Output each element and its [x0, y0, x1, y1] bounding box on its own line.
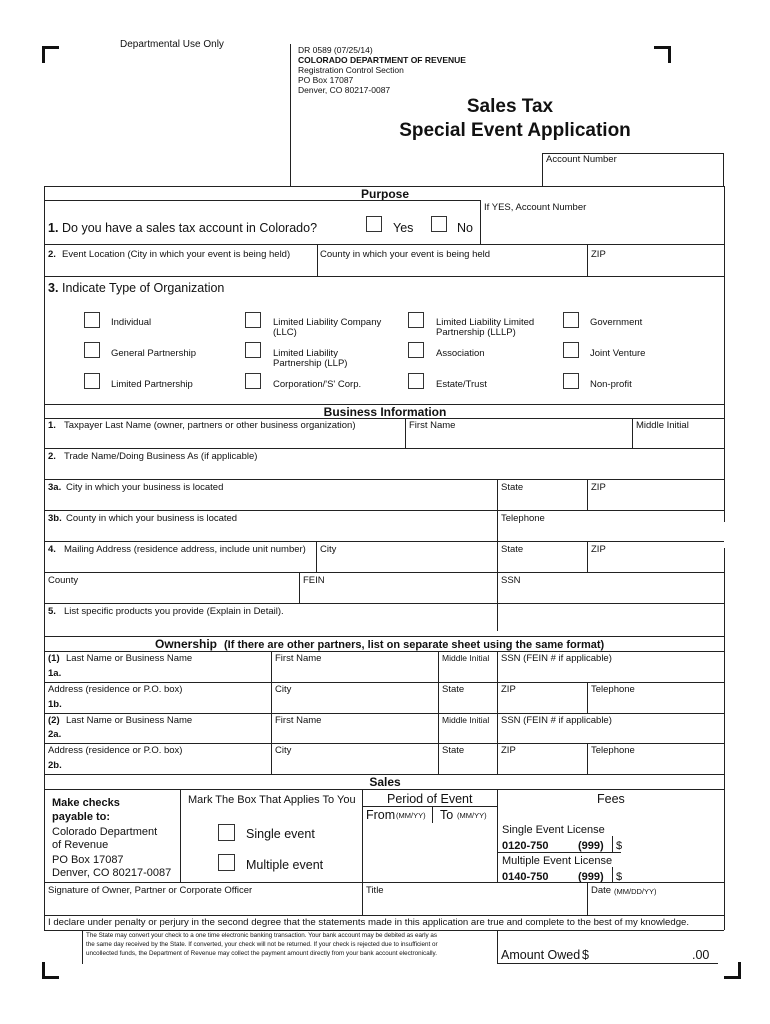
- llp-label-1: Limited Liability: [273, 348, 338, 359]
- event-county-label: County in which your event is being held: [320, 249, 491, 260]
- p1-middle-initial-label: Middle Initial: [442, 653, 490, 663]
- b-county-divider: [299, 572, 300, 603]
- to-format: (MM/YY): [457, 811, 487, 820]
- department-name: COLORADO DEPARTMENT OF REVENUE: [298, 55, 466, 65]
- department-section: Registration Control Section: [298, 65, 404, 75]
- b4-number: 4.: [48, 544, 56, 555]
- llc-label-1: Limited Liability Company: [273, 317, 382, 328]
- payee-line1: Colorado Department: [52, 826, 158, 838]
- b4-divider-1: [316, 541, 317, 572]
- p2-first-name-label: First Name: [275, 715, 322, 726]
- individual-label: Individual: [111, 317, 152, 328]
- limited-partnership-checkbox[interactable]: [84, 373, 100, 389]
- crop-mark-bottom-right: [724, 962, 741, 979]
- b1-text: Taxpayer Last Name (owner, partners or other business organization): [64, 420, 356, 431]
- departmental-use-label: Departmental Use Only: [120, 39, 224, 50]
- estate-trust-label: Estate/Trust: [436, 379, 487, 390]
- q2-text: Event Location (City in which your event is being held): [62, 249, 291, 260]
- rule-b3a: [44, 479, 724, 480]
- b5-text: List specific products you provide (Explain in Detail).: [64, 606, 284, 617]
- notice-right-border: [497, 930, 498, 964]
- form-title-line2: Special Event Application: [399, 120, 631, 141]
- amount-owed-cents: .00: [692, 948, 710, 962]
- estate-trust-checkbox[interactable]: [408, 373, 424, 389]
- rule-p1b: [44, 682, 724, 683]
- rule-p2b: [44, 743, 724, 744]
- b4-zip-label: ZIP: [591, 544, 606, 555]
- yes-checkbox[interactable]: [366, 216, 382, 232]
- q2-divider-2: [587, 244, 588, 276]
- to-label: To: [440, 808, 454, 822]
- multiple-license-amount: (999): [578, 871, 604, 883]
- ownership-note: (If there are other partners, list on separate sheet using the same format): [224, 639, 605, 651]
- mark-box-label: Mark The Box That Applies To You: [188, 794, 356, 806]
- form-left-border: [44, 186, 45, 930]
- b3a-zip-label: ZIP: [591, 482, 606, 493]
- single-event-label: Single event: [246, 827, 315, 841]
- p2-middle-initial-label: Middle Initial: [442, 715, 490, 725]
- fees-mid-rule: [497, 852, 621, 853]
- sales-divider-1: [180, 789, 181, 882]
- general-partnership-label: General Partnership: [111, 348, 197, 359]
- purpose-divider: [480, 200, 481, 244]
- b1-divider-1: [405, 418, 406, 448]
- own-divider-2: [438, 651, 439, 774]
- account-yes-label: If YES, Account Number: [484, 202, 587, 213]
- b2-number: 2.: [48, 451, 56, 462]
- payee-line3: PO Box 17087: [52, 854, 124, 866]
- own-divider-3: [497, 651, 498, 774]
- multiple-license-label: Multiple Event License: [502, 855, 613, 867]
- p2-address-label: Address (residence or P.O. box): [48, 745, 183, 756]
- from-label: From: [366, 808, 396, 822]
- p1-telephone-label: Telephone: [591, 684, 635, 695]
- b-middle-initial-label: Middle Initial: [636, 420, 689, 431]
- rule-row2: [44, 244, 724, 245]
- p2-number: (2): [48, 715, 60, 726]
- q3-text: Indicate Type of Organization: [62, 281, 225, 295]
- rule-p2: [44, 713, 724, 714]
- b4-text: Mailing Address (residence address, include unit number): [64, 544, 306, 555]
- rule-row3: [44, 276, 724, 277]
- multiple-license-code: 0140-750: [502, 871, 549, 883]
- yes-label: Yes: [393, 221, 414, 235]
- payable-to-label: payable to:: [52, 811, 111, 823]
- non-profit-checkbox[interactable]: [563, 373, 579, 389]
- lllp-label-1: Limited Liability Limited: [436, 317, 535, 328]
- crop-mark-bottom-left: [42, 962, 59, 979]
- single-license-amount: (999): [578, 840, 604, 852]
- association-checkbox[interactable]: [408, 342, 424, 358]
- crop-mark-top-right: [654, 46, 671, 63]
- declaration-text: I declare under penalty or perjury in the second degree that the statements made in this application are true and complete to the best of my knowledge.: [48, 917, 690, 928]
- header-divider: [290, 44, 291, 186]
- government-label: Government: [590, 317, 643, 328]
- individual-checkbox[interactable]: [84, 312, 100, 328]
- b2-text: Trade Name/Doing Business As (if applicable): [64, 451, 258, 462]
- rule-declaration: [44, 915, 724, 916]
- p1-last-name-label: Last Name or Business Name: [66, 653, 193, 664]
- b-ssn-label: SSN: [501, 575, 521, 586]
- b3a-text: City in which your business is located: [66, 482, 224, 493]
- rule-b3b: [44, 510, 724, 511]
- p2-last-name-label: Last Name or Business Name: [66, 715, 193, 726]
- rule-sales-heading: [44, 789, 724, 790]
- p2-state-label: State: [442, 745, 465, 756]
- p1b-label: 1b.: [48, 699, 62, 710]
- q2-divider-1: [317, 244, 318, 276]
- b3b-text: County in which your business is located: [66, 513, 238, 524]
- signature-divider-1: [362, 882, 363, 915]
- rule-b5: [44, 603, 724, 604]
- general-partnership-checkbox[interactable]: [84, 342, 100, 358]
- p1-address-label: Address (residence or P.O. box): [48, 684, 183, 695]
- purpose-heading: Purpose: [360, 187, 409, 201]
- form-number: DR 0589 (07/25/14): [298, 45, 373, 55]
- form-title-line1: Sales Tax: [466, 96, 554, 117]
- b3b-number: 3b.: [48, 513, 62, 524]
- purpose-heading-rule: [44, 200, 480, 201]
- signature-label: Signature of Owner, Partner or Corporate Officer: [48, 885, 253, 896]
- b3a-state-label: State: [501, 482, 524, 493]
- b3a-divider-2: [587, 479, 588, 510]
- b3a-divider-1: [497, 479, 498, 631]
- p1-first-name-label: First Name: [275, 653, 322, 664]
- rule-b2: [44, 448, 724, 449]
- department-city: Denver, CO 80217-0087: [298, 85, 391, 95]
- rule-ownership-top: [44, 636, 724, 637]
- llc-label-2: (LLC): [273, 327, 297, 338]
- notice-line3: uncollected funds, the Department of Revenue may collect the payment amount directly from your bank account electronically.: [86, 950, 437, 957]
- fees-label: Fees: [597, 792, 625, 806]
- department-po-box: PO Box 17087: [298, 75, 354, 85]
- limited-partnership-label: Limited Partnership: [111, 379, 193, 390]
- b3a-number: 3a.: [48, 482, 62, 493]
- event-zip-label: ZIP: [591, 249, 606, 260]
- ownership-heading: Ownership: [155, 637, 218, 651]
- no-label: No: [457, 221, 473, 235]
- p2-telephone-label: Telephone: [591, 745, 635, 756]
- lllp-checkbox[interactable]: [408, 312, 424, 328]
- single-license-label: Single Event License: [502, 824, 605, 836]
- association-label: Association: [436, 348, 485, 359]
- llp-label-2: Partnership (LLP): [273, 358, 348, 369]
- account-number-label: Account Number: [546, 154, 617, 165]
- p1-state-label: State: [442, 684, 465, 695]
- single-event-checkbox[interactable]: [218, 824, 235, 841]
- rule-business-heading: [44, 418, 724, 419]
- own-divider-1: [271, 651, 272, 774]
- p1-city-label: City: [275, 684, 292, 695]
- amount-owed-label: Amount Owed: [501, 948, 581, 962]
- title-label: Title: [366, 885, 384, 896]
- p1-zip-label: ZIP: [501, 684, 516, 695]
- sales-divider-3: [497, 789, 498, 882]
- b4-divider-2: [587, 541, 588, 572]
- rule-ownership-heading: [44, 651, 724, 652]
- sales-heading: Sales: [369, 775, 401, 789]
- b-first-name-label: First Name: [409, 420, 456, 431]
- from-format: (MM/YY): [396, 811, 426, 820]
- business-heading: Business Information: [323, 405, 447, 419]
- llc-checkbox[interactable]: [245, 312, 261, 328]
- lllp-label-2: Partnership (LLLP): [436, 327, 516, 338]
- corporation-checkbox[interactable]: [245, 373, 261, 389]
- amount-owed-underline: [498, 963, 718, 964]
- form-right-border: [724, 186, 725, 522]
- date-format: (MM/DD/YY): [614, 887, 657, 896]
- notice-left-border: [82, 930, 83, 964]
- corporation-label: Corporation/'S' Corp.: [273, 379, 362, 390]
- make-checks-label: Make checks: [52, 797, 120, 809]
- single-dollar: $: [616, 840, 623, 852]
- p2a-label: 2a.: [48, 729, 62, 740]
- own-divider-4b: [587, 743, 588, 774]
- multiple-dollar: $: [616, 871, 623, 883]
- amount-owed-dollar: $: [582, 948, 589, 962]
- non-profit-label: Non-profit: [590, 379, 632, 390]
- joint-venture-label: Joint Venture: [590, 348, 646, 359]
- multiple-fee-divider: [612, 867, 613, 882]
- payee-line4: Denver, CO 80217-0087: [52, 867, 172, 879]
- rule-footer: [44, 930, 724, 931]
- p1-number: (1): [48, 653, 60, 664]
- b4-state-label: State: [501, 544, 524, 555]
- b1-number: 1.: [48, 420, 56, 431]
- rule-signature: [44, 882, 724, 883]
- payee-line2: of Revenue: [52, 839, 109, 851]
- p2-zip-label: ZIP: [501, 745, 516, 756]
- b5-number: 5.: [48, 606, 56, 617]
- b3b-telephone-label: Telephone: [501, 513, 545, 524]
- b4-city-label: City: [320, 544, 337, 555]
- multiple-event-label: Multiple event: [246, 858, 324, 872]
- q1-number: 1.: [48, 221, 59, 235]
- date-label: Date: [591, 885, 612, 896]
- p1a-label: 1a.: [48, 668, 62, 679]
- single-license-code: 0120-750: [502, 840, 549, 852]
- no-checkbox[interactable]: [431, 216, 447, 232]
- b-county-label: County: [48, 575, 79, 586]
- government-checkbox[interactable]: [563, 312, 579, 328]
- q1-text: Do you have a sales tax account in Colorado?: [62, 221, 318, 235]
- notice-line2: the same day received by the State. If converted, your check will not be returned. If your check is rejected due to insufficient or: [86, 941, 438, 948]
- multiple-event-checkbox[interactable]: [218, 854, 235, 871]
- form-right-border-lower: [724, 548, 725, 930]
- single-fee-divider: [612, 836, 613, 852]
- rule-b-county: [44, 572, 724, 573]
- crop-mark-top-left: [42, 46, 59, 63]
- b-fein-label: FEIN: [303, 575, 325, 586]
- b1-divider-2: [632, 418, 633, 448]
- signature-divider-2: [587, 882, 588, 915]
- sales-divider-2: [362, 789, 363, 882]
- p2b-label: 2b.: [48, 760, 62, 771]
- period-rule: [362, 806, 497, 807]
- notice-line1: The State may convert your check to a one time electronic banking transaction. Your bank account may be debited as early as: [86, 932, 438, 939]
- period-label: Period of Event: [387, 792, 473, 806]
- own-divider-4a: [587, 682, 588, 713]
- rule-b4: [44, 541, 724, 542]
- llp-checkbox[interactable]: [245, 342, 261, 358]
- q2-number: 2.: [48, 249, 56, 260]
- q3-number: 3.: [48, 281, 59, 295]
- p2-city-label: City: [275, 745, 292, 756]
- joint-venture-checkbox[interactable]: [563, 342, 579, 358]
- period-divider: [432, 806, 433, 823]
- p2-ssn-label: SSN (FEIN # if applicable): [501, 715, 612, 726]
- p1-ssn-label: SSN (FEIN # if applicable): [501, 653, 612, 664]
